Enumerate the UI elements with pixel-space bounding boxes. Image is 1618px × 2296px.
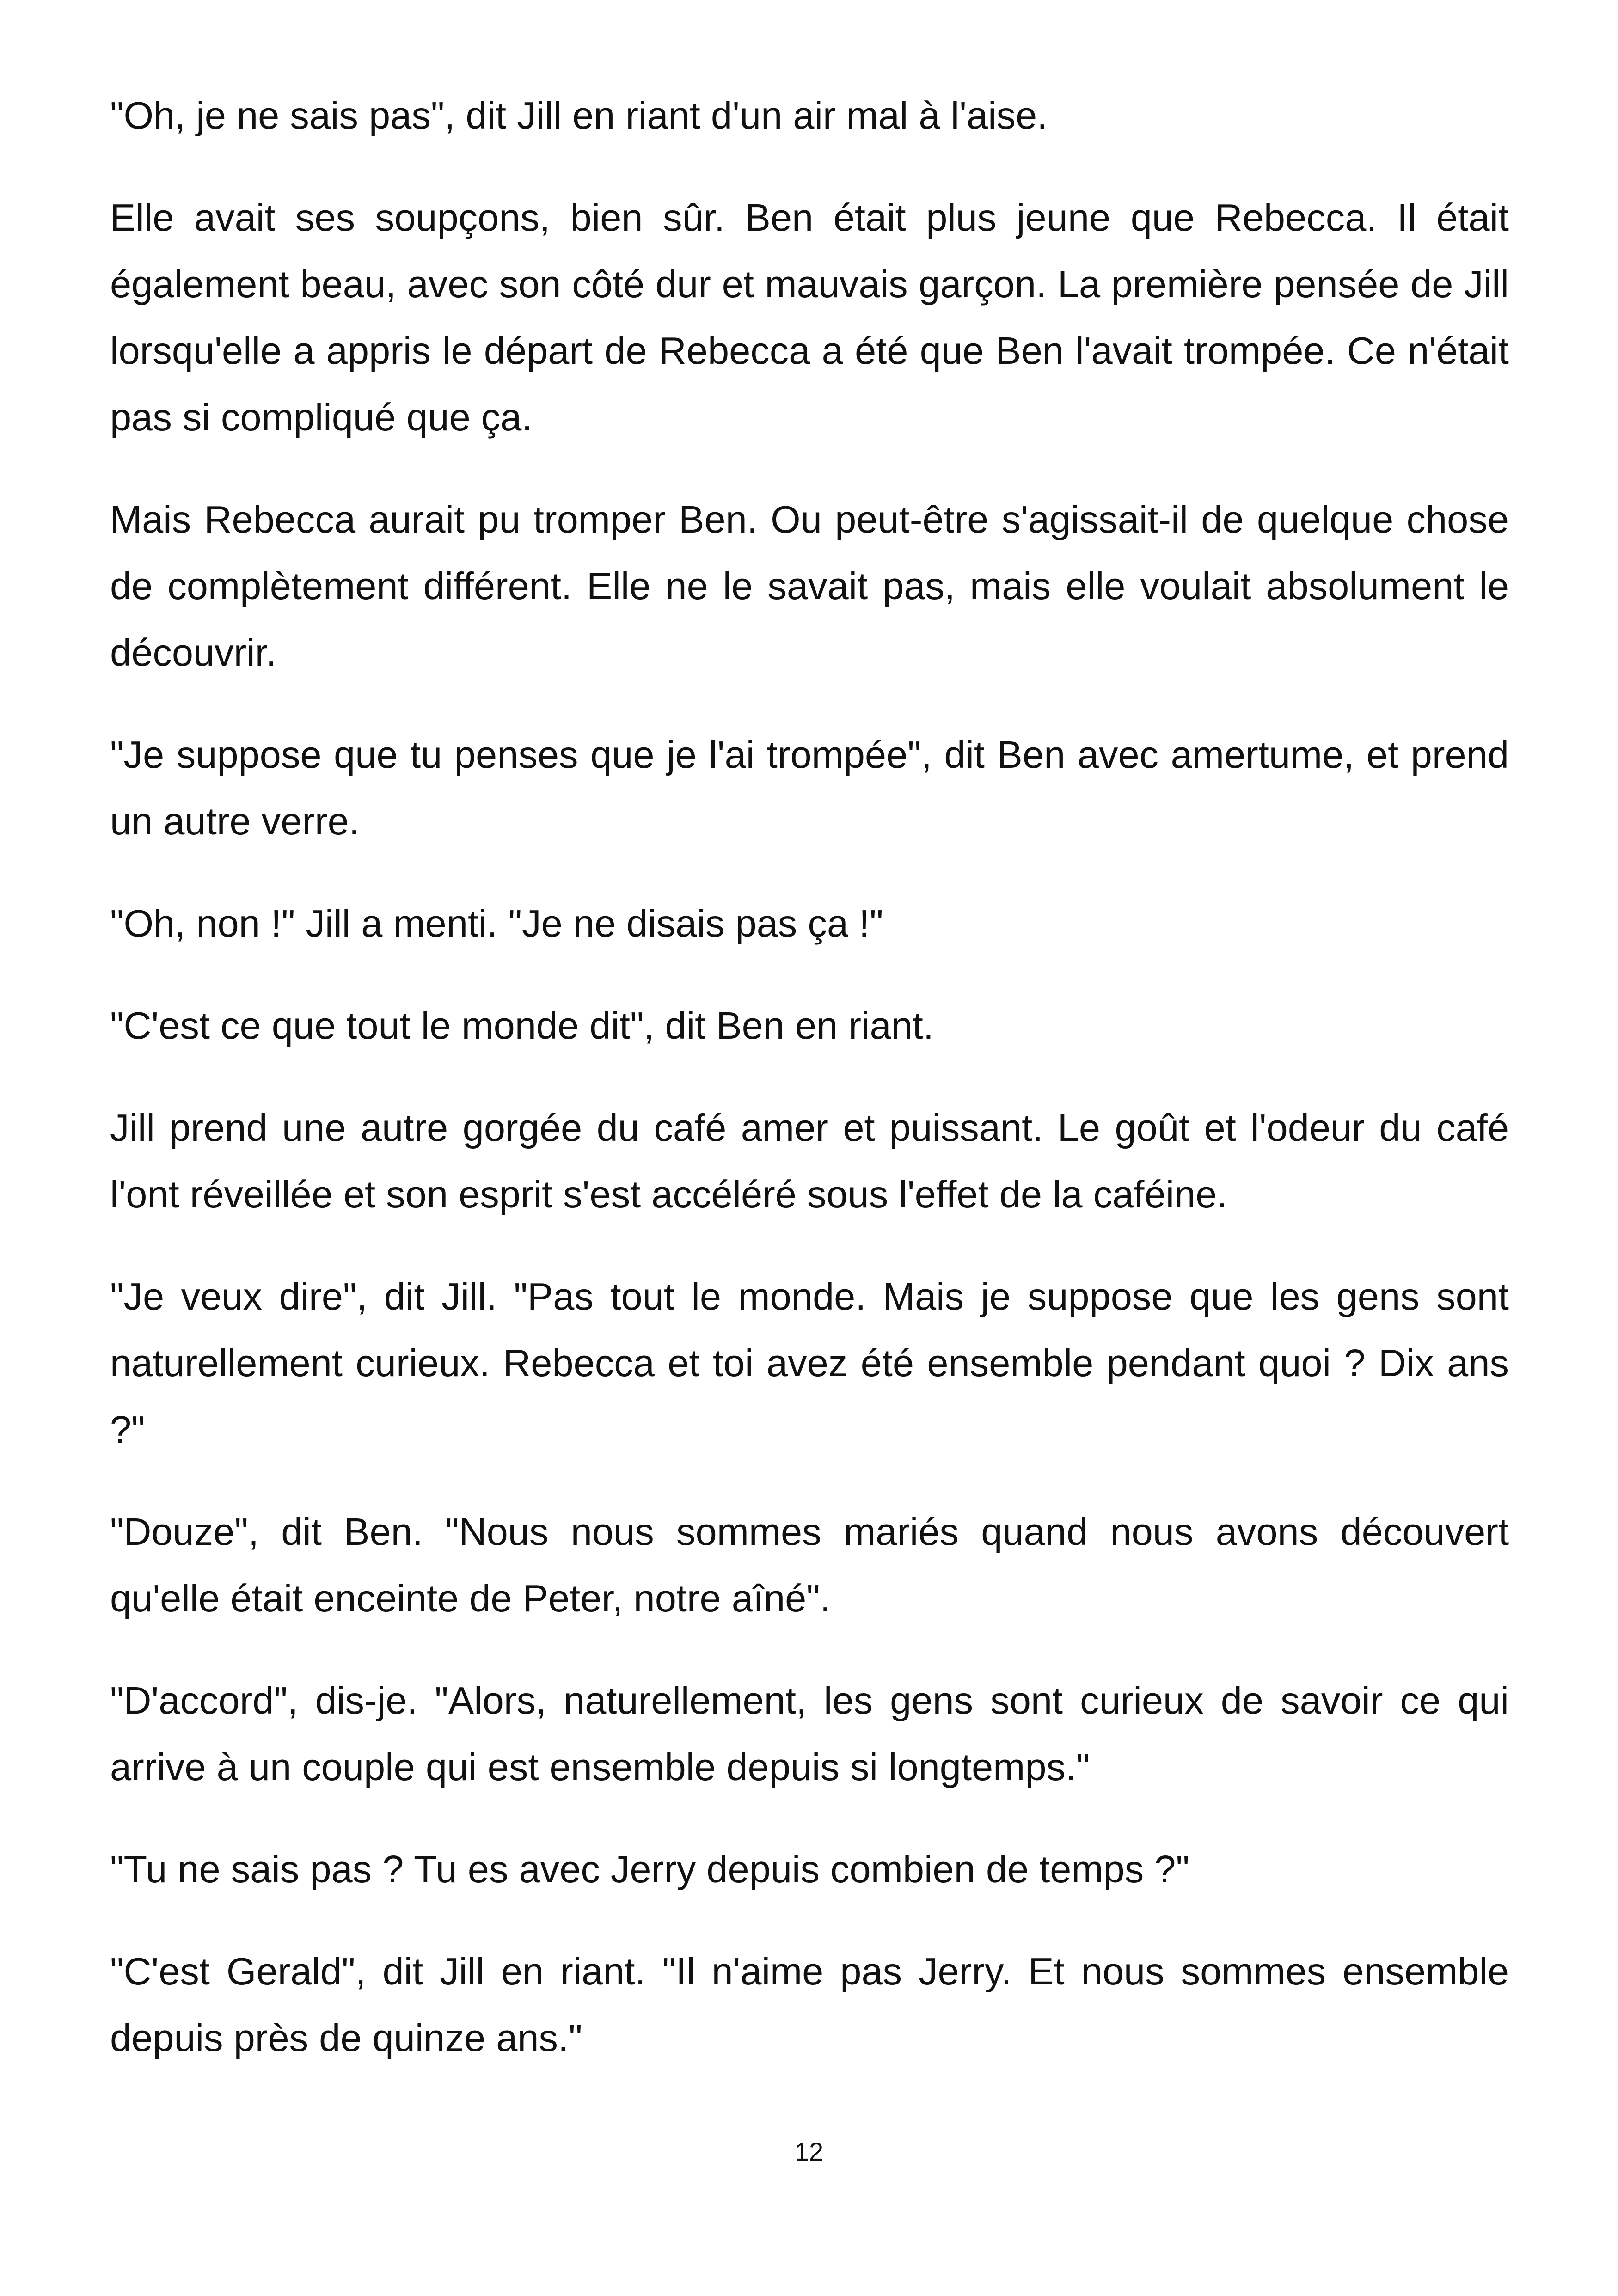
paragraph-12: "C'est Gerald", dit Jill en riant. "Il n'aime pas Jerry. Et nous sommes ensemble depuis près de quinze ans." (110, 1950, 1509, 2059)
paragraph-7: Jill prend une autre gorgée du café amer et puissant. Le goût et l'odeur du café l'ont réveillée et son esprit s'est accéléré sous l'effet de la caféine. (110, 1106, 1509, 1216)
body-text (110, 82, 1509, 2107)
paragraph-4: "Je suppose que tu penses que je l'ai trompée", dit Ben avec amertume, et prend un autre verre. (110, 733, 1509, 843)
paragraph-9: "Douze", dit Ben. "Nous nous sommes mariés quand nous avons découvert qu'elle était enceinte de Peter, notre aîné". (110, 1510, 1509, 1620)
paragraph-11: "Tu ne sais pas ? Tu es avec Jerry depuis combien de temps ?" (110, 1848, 1189, 1891)
paragraph-2: Elle avait ses soupçons, bien sûr. Ben était plus jeune que Rebecca. Il était également beau, avec son côté dur et mauvais garçon. La première pensée de Jill lorsqu'elle a appris le départ de Rebecca a été que Ben l'avait trompée. Ce n'était pas si compliqué que ça. (110, 196, 1509, 439)
paragraph-8: "Je veux dire", dit Jill. "Pas tout le monde. Mais je suppose que les gens sont naturellement curieux. Rebecca et toi avez été ensemble pendant quoi ? Dix ans ?" (110, 1275, 1509, 1451)
paragraph-3: Mais Rebecca aurait pu tromper Ben. Ou peut-être s'agissait-il de quelque chose de complètement différent. Elle ne le savait pas, mais elle voulait absolument le découvrir. (110, 498, 1509, 674)
paragraph-10: "D'accord", dis-je. "Alors, naturellement, les gens sont curieux de savoir ce qui arrive à un couple qui est ensemble depuis si longtemps." (110, 1679, 1509, 1788)
paragraph-6: "C'est ce que tout le monde dit", dit Ben en riant. (110, 1004, 934, 1047)
page-number: 12 (794, 2137, 824, 2166)
paragraph-1: "Oh, je ne sais pas", dit Jill en riant d'un air mal à l'aise. (110, 94, 1048, 137)
paragraph-5: "Oh, non !" Jill a menti. "Je ne disais pas ça !" (110, 902, 883, 945)
